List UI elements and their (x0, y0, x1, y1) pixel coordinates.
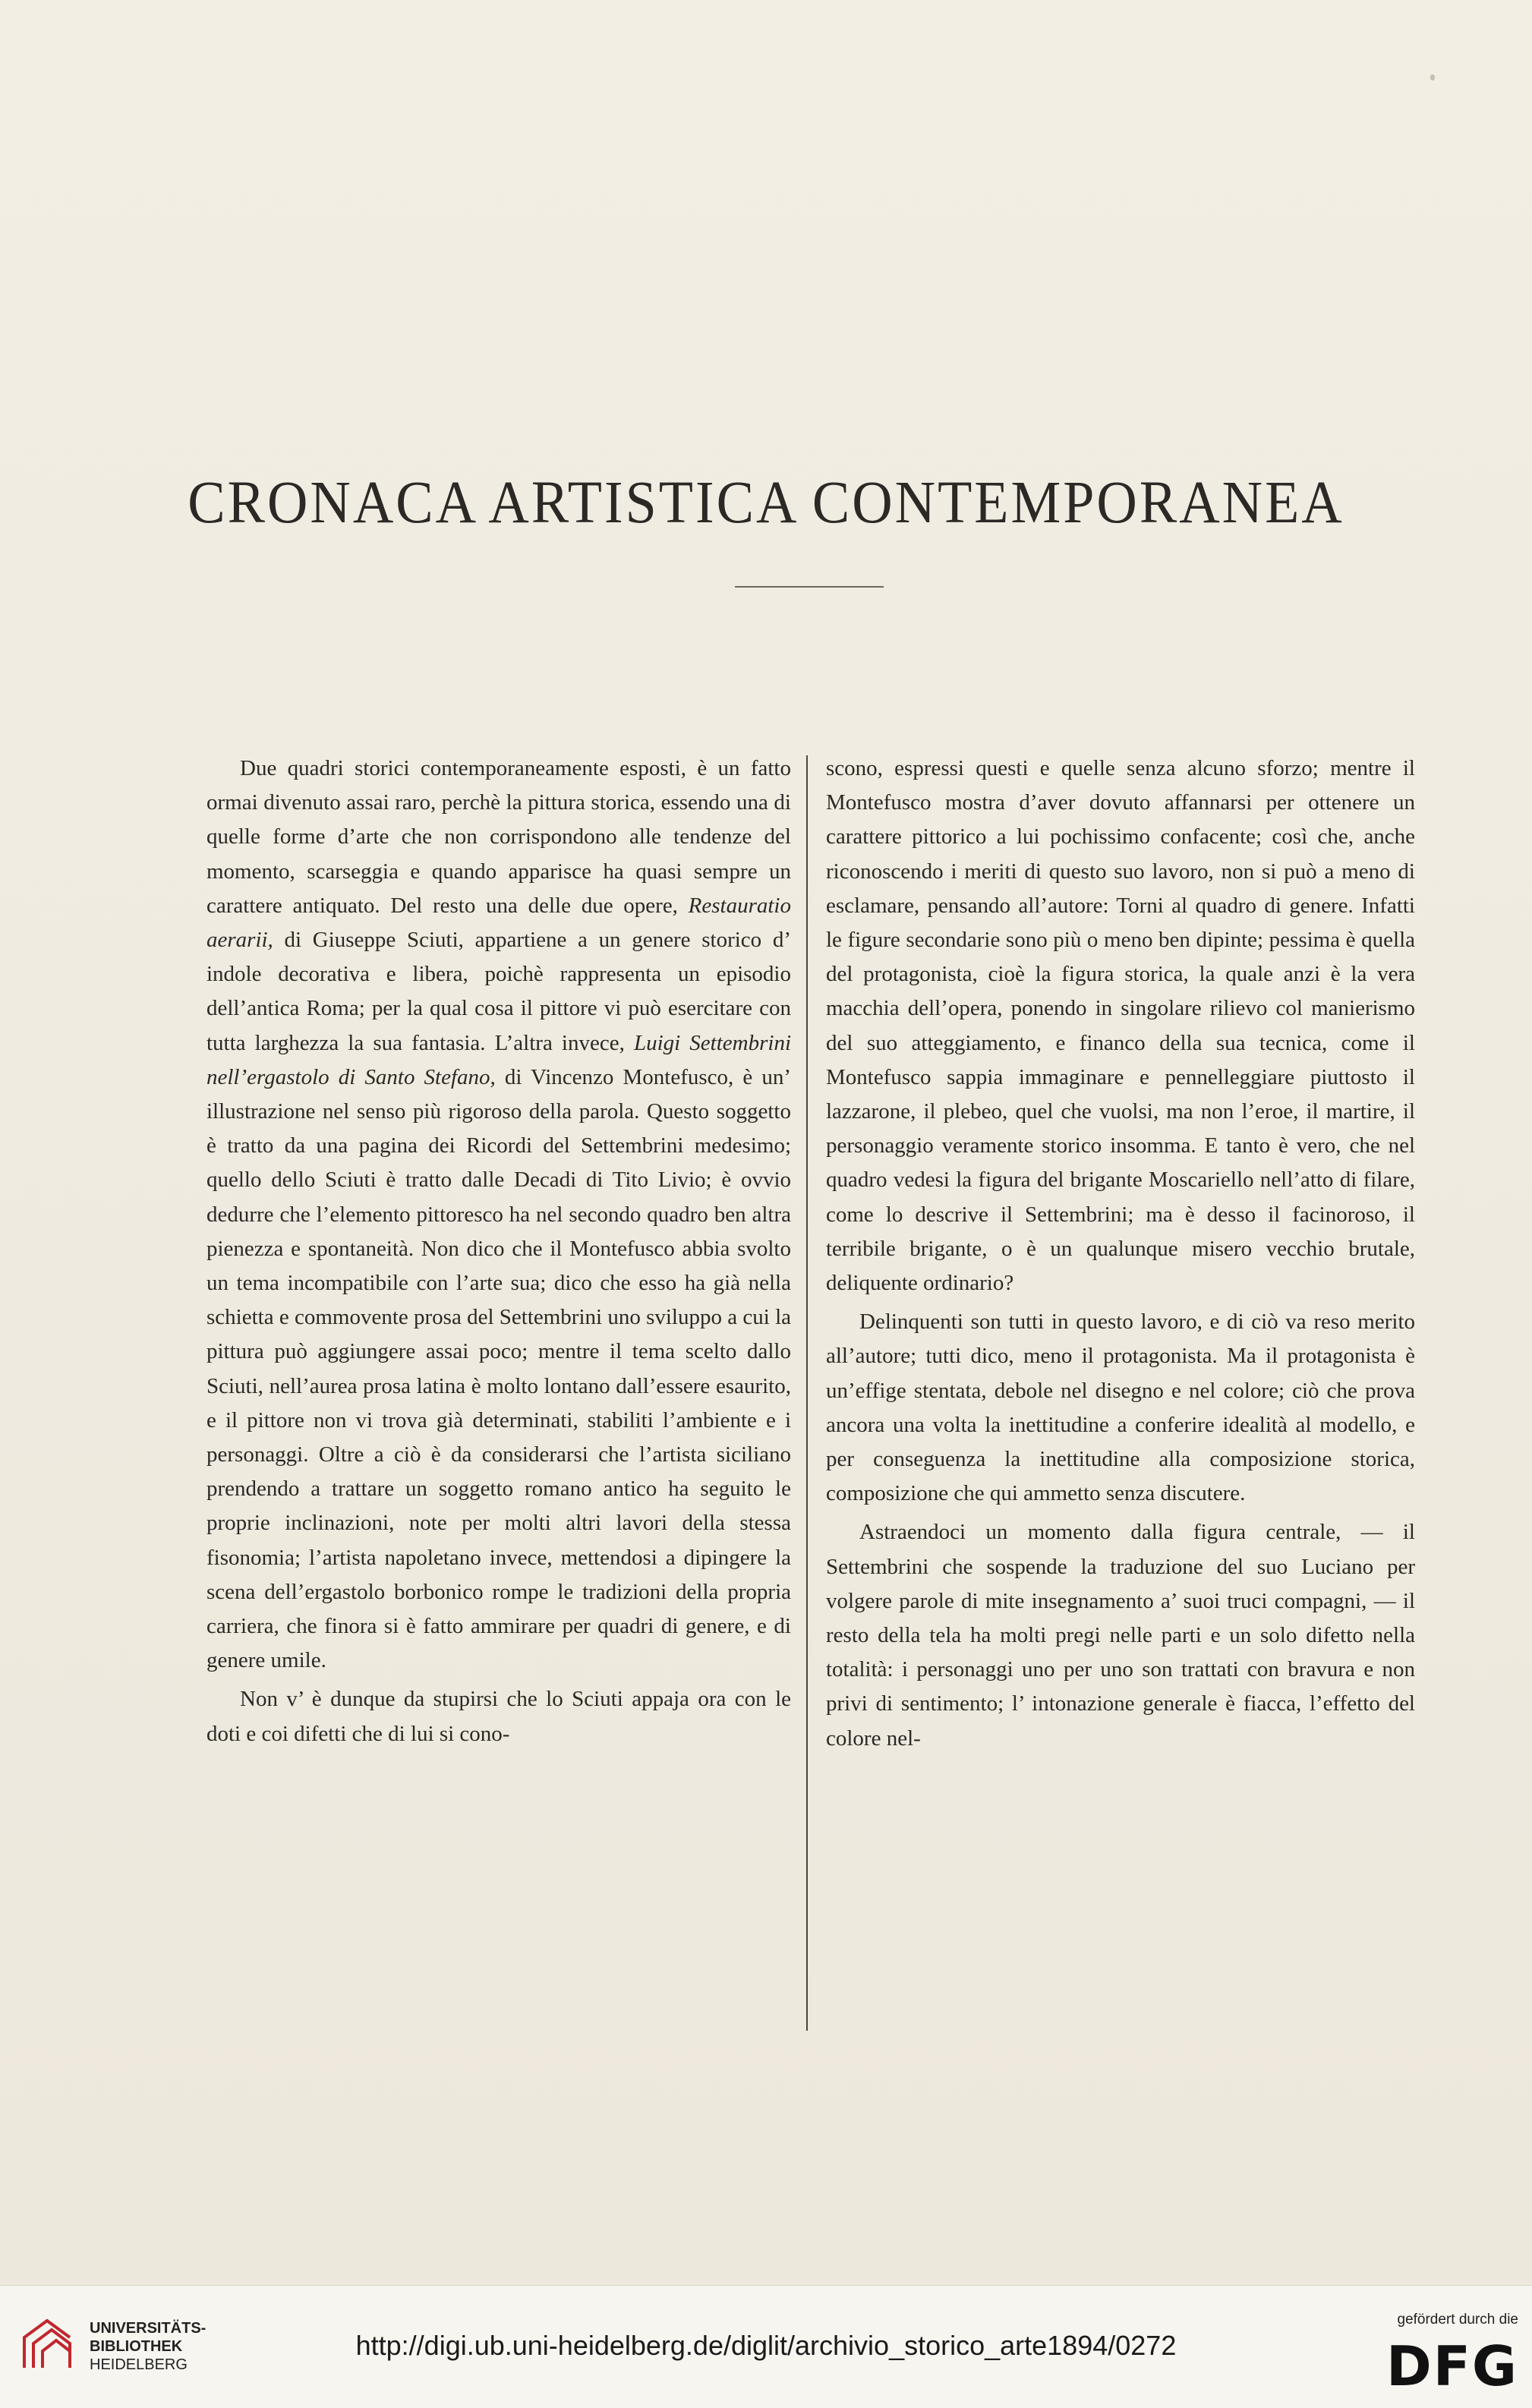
paper-speck (1430, 74, 1435, 80)
logo-line: HEIDELBERG (90, 2356, 188, 2373)
paragraph: Delinquenti son tutti in questo lavoro, e di ciò va reso merito all’autore; tutti dico, meno il protagonista. Ma il protagonista è un’effige stentata, debole nel disegno e nel colore; ciò che prova ancora una volta la inettitudine a conferire idealità al modello, e per conseguenza la inettitudine alla composizione storica, composizione che qui ammetto senza discutere. (826, 1310, 1415, 1506)
dfg-logo: DFG (1385, 2334, 1518, 2398)
logo-line: UNIVERSITÄTS- (90, 2320, 206, 2337)
permalink-url[interactable]: http://digi.ub.uni-heidelberg.de/diglit/archivio_storico_arte1894/0272 (355, 2330, 1177, 2361)
page-title: CRONACA ARTISTICA CONTEMPORANEA (188, 468, 1344, 537)
left-column (206, 752, 791, 1751)
footer-bar (0, 2285, 1532, 2408)
logo-line: BIBLIOTHEK (90, 2338, 183, 2355)
funding-caption: gefördert durch die (1397, 2312, 1518, 2328)
paragraph: Astraendoci un momento dalla figura centrale, — il Settembrini che sospende la traduzione del suo Luciano per volgere parole di mite insegnamento a’ suoi truci compagni, — il resto della tela ha molti pregi nelle parti e un solo difetto nella totalità: i personaggi uno per uno son trattati con bravura e non privi di sentimento; l’ intonazione generale è fiacca, l’effetto del colore nel- (826, 1520, 1415, 1751)
paragraph: Due quadri storici contemporaneamente esposti, è un fatto ormai divenuto assai raro, perchè la pittura storica, essendo una di quelle forme d’arte che non corrispondono alle tendenze del momento, scarseggia e quando apparisce ha quasi sempre un carattere antiquato. Del resto una delle due opere, Restauratio aerarii, di Giuseppe Sciuti, appartiene a un genere storico d’ indole decorativa e libera, poichè rappresenta un episodio dell’antica Roma; per la qual cosa il pittore vi può esercitare con tutta larghezza la sua fantasia. L’altra invece, Luigi Settembrini nell’ergastolo di Santo Stefano, di Vincenzo Montefusco, è un’ illustrazione nel senso più rigoroso della parola. Questo soggetto è tratto da una pagina dei Ricordi del Settembrini medesimo; quello dello Sciuti è tratto dalle Decadi di Tito Livio; è ovvio dedurre che l’elemento pittoresco ha nel secondo quadro ben altra pienezza e spontaneità. Non dico che il Montefusco abbia svolto un tema incompatibile con l’arte sua; dico che esso ha già nella schietta e commovente prosa del Settembrini uno sviluppo a cui la pittura può aggiungere assai poco; mentre il tema scelto dallo Sciuti, nell’aurea prosa latina è molto lontano dall’essere esaurito, e il pittore non vi trova già determinati, stabiliti l’ambiente e i personaggi. Oltre a ciò è da considerarsi che l’artista siciliano prendendo a trattare un soggetto romano antico ha seguito le proprie inclinazioni, note per molti altri lavori della stessa fisonomia; l’artista napoletano invece, mettendosi a dipingere la scena dell’ergastolo borbonico rompe le tradizioni della propria carriera, che finora si è fatto ammirare per quadri di genere, e di genere umile. (206, 756, 791, 1673)
paragraph: scono, espressi questi e quelle senza alcuno sforzo; mentre il Montefusco mostra d’aver dovuto affannarsi per ottenere un carattere pittorico a lui pochissimo confacente; così che, anche riconoscendo i meriti di questo suo lavoro, non si può a meno di esclamare, pensando all’autore: Torni al quadro di genere. Infatti le figure secondarie sono più o meno ben dipinte; pessima è quella del protagonista, cioè la figura storica, la quale anzi è la vera macchia dell’opera, ponendo in singolare rilievo col manierismo del suo atteggiamento, e financo della sua tecnica, come il Montefusco sappia immaginare e pennelleggiare piuttosto il lazzarone, il plebeo, quel che vuolsi, ma non l’eroe, il martire, il personaggio veramente storico insomma. E tanto è vero, che nel quadro vedesi la figura del brigante Moscariello nell’atto di filare, come lo descrive il Settembrini; ma è desso il facinoroso, il terribile brigante, o è un qualunque misero vecchio brutale, deliquente ordinario? (826, 756, 1415, 1296)
title-rule (735, 586, 884, 588)
right-column (826, 752, 1415, 1756)
column-divider (806, 755, 808, 2031)
paragraph: Non v’ è dunque da stupirsi che lo Sciuti appaja ora con le doti e coi difetti che di lui si cono- (206, 1687, 791, 1746)
